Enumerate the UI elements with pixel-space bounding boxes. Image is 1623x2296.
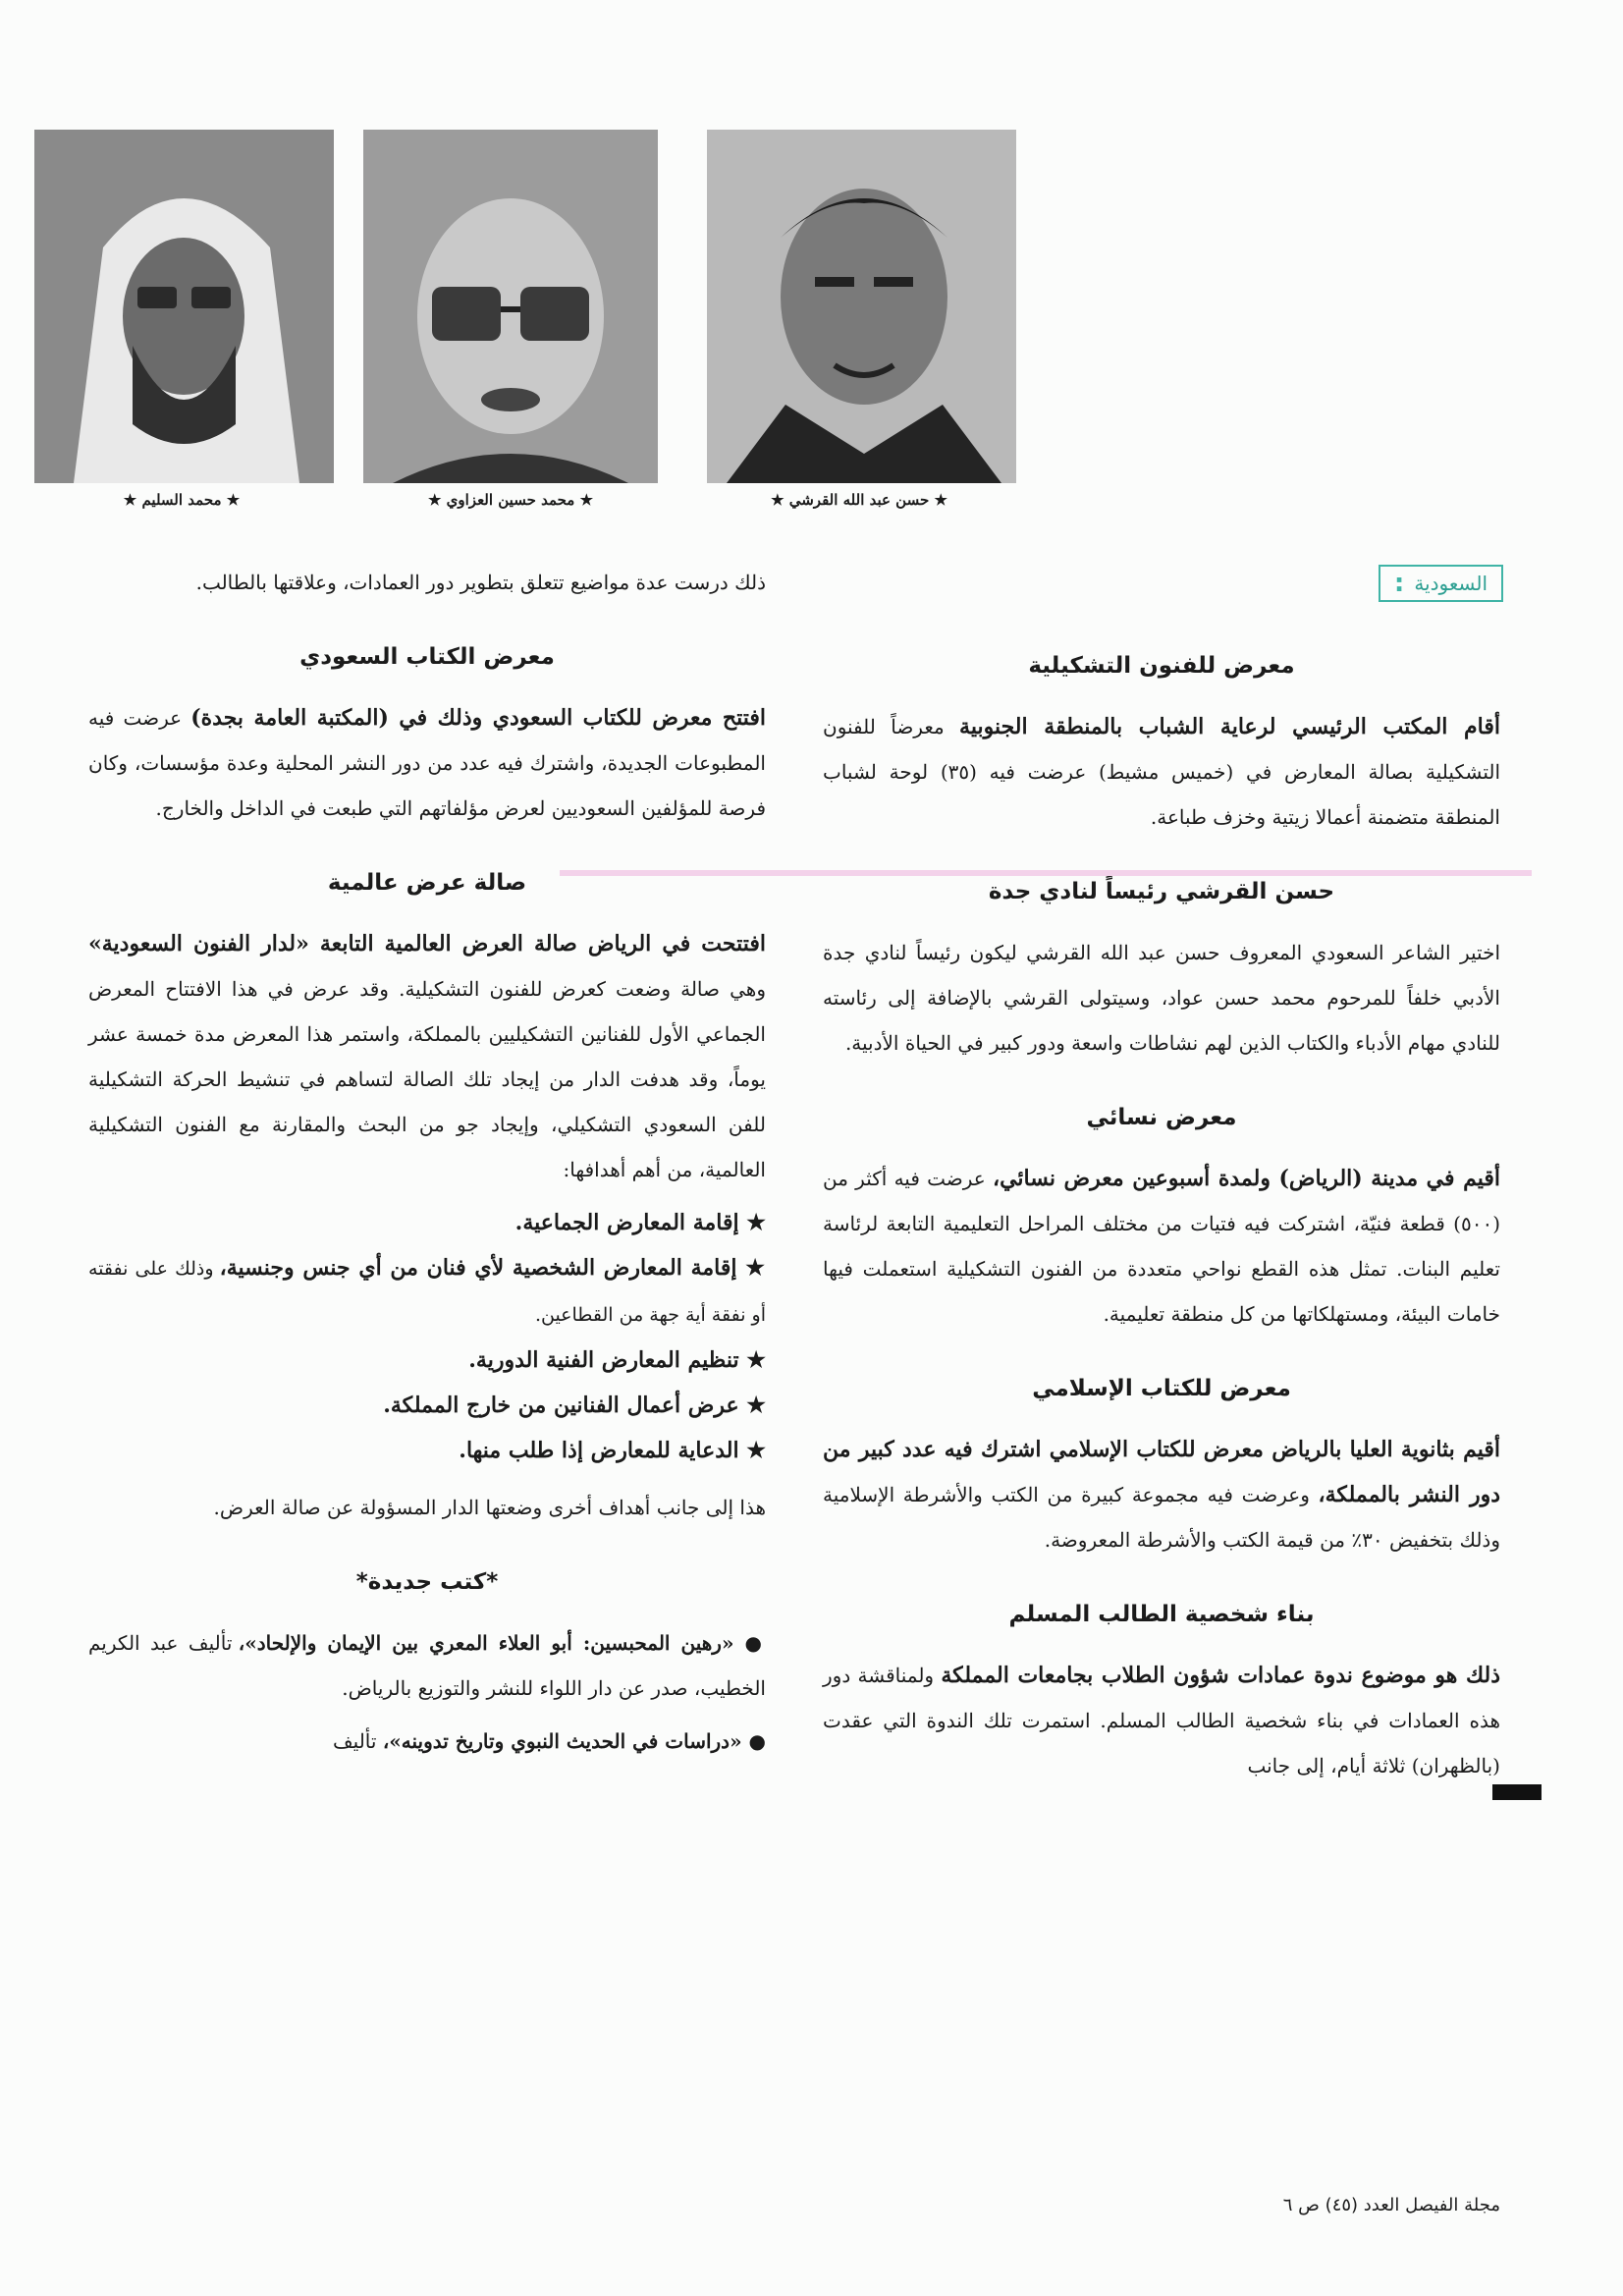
article-body xyxy=(823,704,1500,840)
article-lead: افتتح معرض للكتاب السعودي وذلك في (المكتبة العامة بجدة) xyxy=(190,705,767,731)
article-heading: معرض الكتاب السعودي xyxy=(299,644,555,670)
goal-item xyxy=(88,1200,766,1245)
book-title: ● «رهين المحبسين: أبو العلاء المعري بين الإيمان والإلحاد»، xyxy=(238,1631,766,1655)
article-body xyxy=(823,1156,1500,1337)
article-text: وعرضت فيه مجموعة كبيرة من الكتب والأشرطة الإسلامية وذلك بتخفيض ٣٠٪ من قيمة الكتب والأشرطة المعروضة. xyxy=(823,1483,1500,1552)
photo-left xyxy=(34,130,334,483)
article-heading: حسن القرشي رئيساً لنادي جدة xyxy=(988,879,1335,904)
goal-item xyxy=(88,1245,766,1338)
portrait-headdress-icon xyxy=(34,130,334,483)
photo-caption: ★ حسن عبد الله القرشي ★ xyxy=(771,491,947,509)
section-tag-label: السعودية xyxy=(1414,572,1488,595)
goal-text: ★ الدعاية للمعارض إذا طلب منها. xyxy=(459,1438,766,1463)
article xyxy=(88,870,766,1530)
article-text: عرضت فيه المطبوعات الجديدة، واشترك فيه عدد من دور النشر المحلية وعدة مؤسسات، وكان فرصة للمؤلفين السعوديين لعرض مؤلفاتهم التي طبعت في الداخل والخارج. xyxy=(88,706,766,820)
portrait-glasses-icon xyxy=(363,130,658,483)
book-details: تأليف xyxy=(332,1729,383,1753)
article xyxy=(823,1602,1500,1788)
article xyxy=(88,644,766,831)
article-lead: أقام المكتب الرئيسي لرعاية الشباب بالمنطقة الجنوبية xyxy=(959,714,1500,739)
article-heading: صالة عرض عالمية xyxy=(327,870,527,896)
portrait-suit-icon xyxy=(707,130,1016,483)
book-item xyxy=(88,1719,766,1764)
scan-artifact-line xyxy=(560,870,1532,876)
book-details: تأليف عبد الكريم الخطيب، صدر عن دار اللواء للنشر والتوزيع بالرياض. xyxy=(88,1631,766,1700)
article-heading: معرض للفنون التشكيلية xyxy=(1028,653,1295,679)
goals-list xyxy=(88,1200,766,1473)
goal-text: ★ إقامة المعارض الشخصية لأي فنان من أي جنس وجنسية، xyxy=(219,1255,767,1281)
goal-text: ★ إقامة المعارض الجماعية. xyxy=(514,1210,766,1235)
article-body xyxy=(823,1653,1500,1788)
goal-note: وذلك على نفقته أو نفقة أية جهة من القطاعين. xyxy=(88,1258,766,1326)
book-title: ● «دراسات في الحديث النبوي وتاريخ تدوينه»، xyxy=(382,1729,766,1753)
article-text: وهي صالة وضعت كعرض للفنون التشكيلية. وقد عرض في هذا الافتتاح المعرض الجماعي الأول للفنانين التشكيليين بالمملكة، واستمر هذا المعرض مدة خمسة عشر يوماً، وقد هدفت الدار من إيجاد تلك الصالة لتساهم في تنشيط الحركة التشكيلية للفن السعودي التشكيلي، وإيجاد جو من البحث والمقارنة مع الفنون التشكيلية العالمية، من أهم أهدافها: xyxy=(88,977,766,1181)
goals-outro: هذا إلى جانب أهداف أخرى وضعتها الدار المسؤولة عن صالة العرض. xyxy=(213,1496,766,1519)
photo-caption: ★ محمد حسين العزاوي ★ xyxy=(427,491,594,509)
article-body xyxy=(88,695,766,831)
article-lead: افتتحت في الرياض صالة العرض العالمية التابعة «لدار الفنون السعودية» xyxy=(88,931,766,957)
article-heading: بناء شخصية الطالب المسلم xyxy=(1008,1602,1315,1627)
books-heading: *كتب جديدة* xyxy=(355,1569,499,1595)
photo-caption: ★ محمد السليم ★ xyxy=(123,491,241,509)
article-body xyxy=(823,1427,1500,1562)
scan-artifact-mark xyxy=(1492,1784,1542,1800)
new-books xyxy=(88,1569,766,1764)
book-item xyxy=(88,1620,766,1711)
goal-item xyxy=(88,1383,766,1428)
article xyxy=(823,879,1500,1066)
article-text: ولمناقشة دور هذه العمادات في بناء شخصية الطالب المسلم. استمرت تلك الندوة التي عقدت (بالظهران) ثلاثة أيام، إلى جانب xyxy=(823,1664,1500,1777)
article-lead: ذلك هو موضوع ندوة عمادات شؤون الطلاب بجامعات المملكة xyxy=(941,1663,1500,1688)
article-heading: معرض للكتاب الإسلامي xyxy=(1032,1376,1291,1401)
section-tag xyxy=(1379,565,1503,602)
photo-right xyxy=(707,130,1016,483)
article-heading: معرض نسائي xyxy=(1086,1105,1237,1130)
books-list xyxy=(88,1620,766,1764)
colon-dots-icon: : xyxy=(1393,569,1405,598)
article-lead: أقيم في مدينة (الرياض) ولمدة أسبوعين معرض نسائي، xyxy=(992,1166,1500,1191)
article xyxy=(823,1105,1500,1337)
left-column xyxy=(88,560,766,1772)
article xyxy=(823,1376,1500,1562)
article-body xyxy=(823,930,1500,1066)
goal-item xyxy=(88,1428,766,1473)
page-footer: مجلة الفيصل العدد (٤٥) ص ٦ xyxy=(1282,2195,1500,2215)
article-text: اختير الشاعر السعودي المعروف حسن عبد الله القرشي ليكون رئيساً لنادي جدة الأدبي خلفاً للمرحوم محمد حسن عواد، وسيتولى القرشي بالإضافة إلى رئاسته للنادي مهام الأدباء والكتاب الذين لهم نشاطات واسعة ودور كبير في الحياة الأدبية. xyxy=(823,941,1500,1055)
article-body xyxy=(88,921,766,1192)
goal-item xyxy=(88,1338,766,1383)
article-text: معرضاً للفنون التشكيلية بصالة المعارض في (خميس مشيط) عرضت فيه (٣٥) لوحة لشباب المنطقة متضمنة أعمالا زيتية وخزف طباعة. xyxy=(823,715,1501,829)
article xyxy=(823,653,1500,840)
right-column xyxy=(823,653,1500,1828)
goal-text: ★ عرض أعمال الفنانين من خارج المملكة. xyxy=(383,1393,766,1418)
goal-text: ★ تنظيم المعارض الفنية الدورية. xyxy=(468,1347,766,1373)
article-lead: أقيم بثانوية العليا بالرياض معرض للكتاب الإسلامي اشترك فيه عدد كبير من دور النشر بالمملكة، xyxy=(823,1437,1500,1507)
photo-middle xyxy=(363,130,658,483)
continued-text: ذلك درست عدة مواضيع تتعلق بتطوير دور العمادات، وعلاقتها بالطالب. xyxy=(195,571,766,594)
article-text: عرضت فيه أكثر من (٥٠٠) قطعة فنيّة، اشتركت فيه فتيات من مختلف المراحل التعليمية التابعة لرئاسة تعليم البنات. تمثل هذه القطع نواحي متعددة من الفنون التشكيلية استعملت فيها خامات البيئة، ومستهلكاتها من كل منطقة تعليمية. xyxy=(823,1167,1500,1326)
